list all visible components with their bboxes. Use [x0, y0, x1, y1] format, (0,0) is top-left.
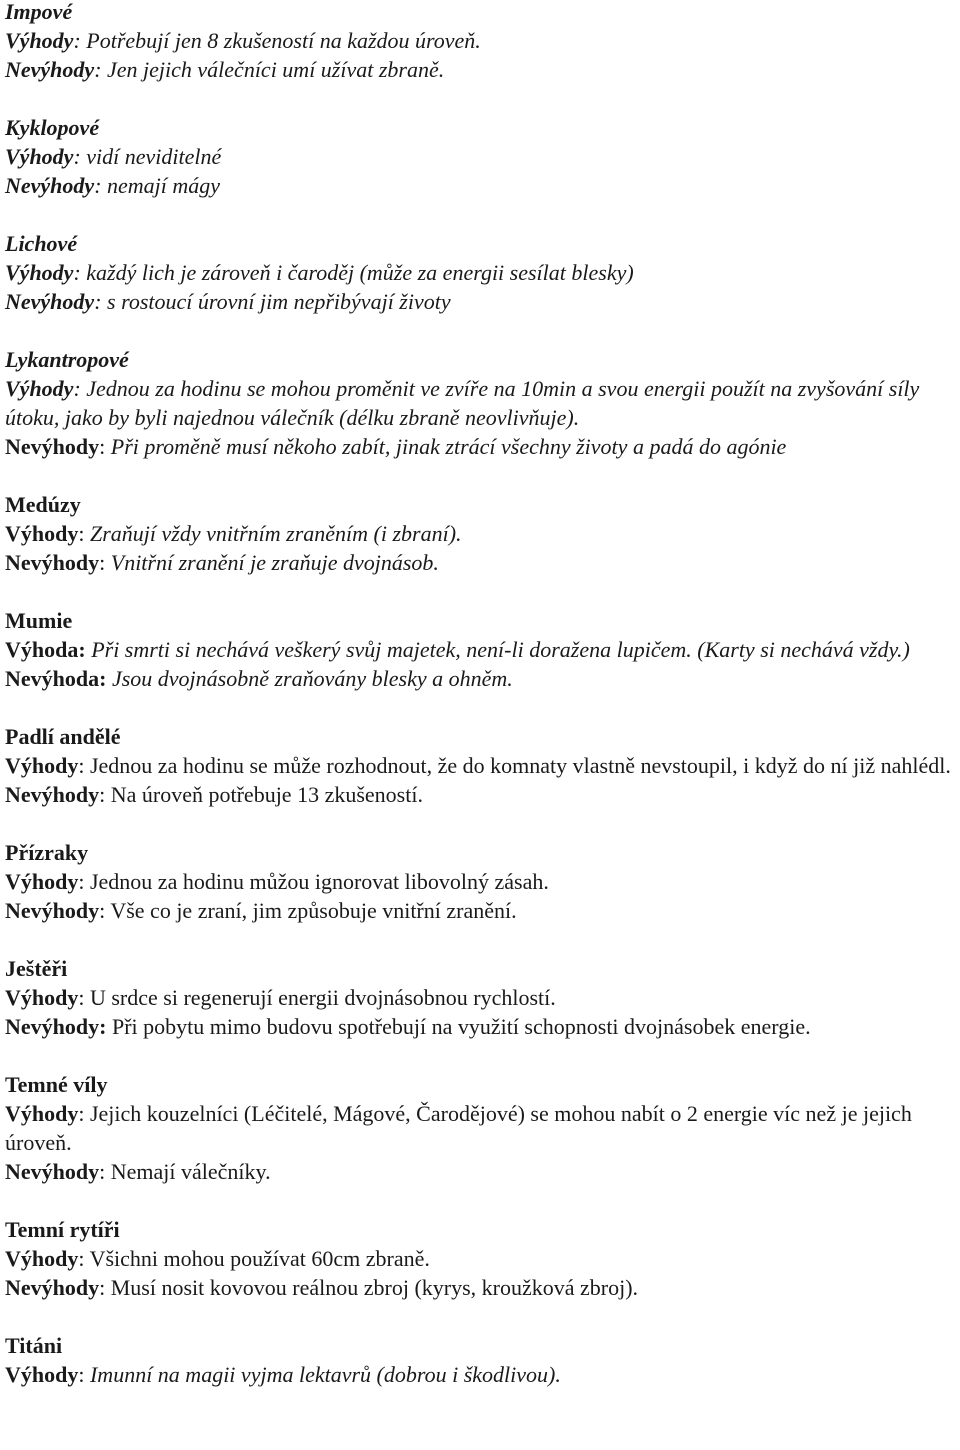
disadvantage-text: Při proměně musí někoho zabít, jinak ztrácí všechny životy a padá do agónie: [110, 434, 787, 459]
advantage-line: [5, 519, 955, 548]
section-lichove: [5, 229, 955, 316]
label-separator: :: [94, 57, 108, 82]
advantage-text: U srdce si regenerují energii dvojnásobnou rychlostí.: [89, 985, 556, 1010]
label-separator: :: [78, 1246, 90, 1271]
disadvantage-label: Nevýhody: [5, 1275, 100, 1300]
advantage-line: [5, 258, 955, 287]
advantage-text: Potřebují jen 8 zkušeností na každou úroveň.: [86, 28, 481, 53]
disadvantage-text: Na úroveň potřebuje 13 zkušeností.: [110, 782, 423, 807]
section-title: Titáni: [5, 1333, 63, 1358]
section-impove: [5, 0, 955, 84]
disadvantage-label: Nevýhody: [5, 782, 100, 807]
document: [5, 0, 955, 1389]
advantage-label: Výhody: [5, 1101, 79, 1126]
label-separator: :: [94, 173, 108, 198]
disadvantage-text: Vnitřní zranění je zraňuje dvojnásob.: [110, 550, 439, 575]
disadvantage-line: [5, 1157, 955, 1186]
advantage-text: Při smrti si nechává veškerý svůj majetek, není-li doražena lupičem. (Karty si nechává vždy.): [91, 637, 910, 662]
advantage-line: [5, 867, 955, 896]
label-separator: :: [99, 434, 111, 459]
label-separator: :: [99, 1159, 111, 1184]
advantage-line: [5, 751, 955, 780]
disadvantage-text: Jsou dvojnásobně zraňovány blesky a ohněm.: [111, 666, 513, 691]
disadvantage-line: [5, 432, 955, 461]
label-separator: :: [99, 782, 111, 807]
advantage-label: Výhoda: [5, 637, 79, 662]
section-title: Lichové: [5, 231, 78, 256]
disadvantage-label: Nevýhody: [5, 1159, 100, 1184]
disadvantage-label: Nevýhody: [5, 550, 100, 575]
advantage-line: [5, 374, 955, 432]
section-title: Mumie: [5, 608, 73, 633]
advantage-text: každý lich je zároveň i čaroděj (může za energii sesílat blesky): [86, 260, 634, 285]
section-title: Lykantropové: [5, 347, 129, 372]
disadvantage-label: Nevýhoda: [5, 666, 100, 691]
section-lykantropove: [5, 345, 955, 461]
advantage-line: [5, 983, 955, 1012]
section-kyklopove: [5, 113, 955, 200]
section-title: Padlí andělé: [5, 724, 121, 749]
disadvantage-label: Nevýhody: [5, 57, 95, 82]
label-separator: :: [73, 260, 87, 285]
label-separator: :: [73, 28, 87, 53]
section-mumie: [5, 606, 955, 693]
label-separator: :: [99, 1014, 112, 1039]
label-separator: :: [94, 289, 108, 314]
section-meduzy: [5, 490, 955, 577]
label-separator: :: [78, 985, 90, 1010]
disadvantage-line: [5, 171, 955, 200]
advantage-line: [5, 26, 955, 55]
section-prizraky: [5, 838, 955, 925]
section-padli-andele: [5, 722, 955, 809]
advantage-line: [5, 1099, 955, 1157]
advantage-label: Výhody: [5, 144, 74, 169]
advantage-text: Jednou za hodinu se může rozhodnout, že do komnaty vlastně nevstoupil, i když do ní již nahlédl.: [89, 753, 951, 778]
disadvantage-text: s rostoucí úrovní jim nepřibývají životy: [107, 289, 451, 314]
section-titani: [5, 1331, 955, 1389]
disadvantage-line: [5, 55, 955, 84]
disadvantage-line: [5, 780, 955, 809]
disadvantage-line: [5, 548, 955, 577]
advantage-text: Jejich kouzelníci (Léčitelé, Mágové, Čarodějové) se mohou nabít o 2 energie víc než je jejich úroveň.: [5, 1101, 912, 1155]
advantage-text: Jednou za hodinu můžou ignorovat libovolný zásah.: [89, 869, 549, 894]
disadvantage-text: Jen jejich válečníci umí užívat zbraně.: [107, 57, 445, 82]
disadvantage-label: Nevýhody: [5, 173, 95, 198]
section-title: Temní rytíři: [5, 1217, 120, 1242]
advantage-label: Výhody: [5, 985, 79, 1010]
disadvantage-line: [5, 1012, 955, 1041]
label-separator: :: [78, 637, 92, 662]
disadvantage-line: [5, 896, 955, 925]
advantage-label: Výhody: [5, 376, 74, 401]
disadvantage-line: [5, 1273, 955, 1302]
disadvantage-line: [5, 664, 955, 693]
advantage-label: Výhody: [5, 521, 79, 546]
advantage-text: Imunní na magii vyjma lektavrů (dobrou i škodlivou).: [89, 1362, 561, 1387]
label-separator: :: [78, 1101, 90, 1126]
advantage-text: Všichni mohou používat 60cm zbraně.: [89, 1246, 430, 1271]
section-title: Kyklopové: [5, 115, 100, 140]
advantage-label: Výhody: [5, 260, 74, 285]
label-separator: :: [78, 521, 90, 546]
label-separator: :: [78, 869, 90, 894]
disadvantage-text: Při pobytu mimo budovu spotřebují na využití schopnosti dvojnásobek energie.: [111, 1014, 811, 1039]
label-separator: :: [73, 144, 87, 169]
disadvantage-text: Nemají válečníky.: [110, 1159, 271, 1184]
section-temni-rytiri: [5, 1215, 955, 1302]
label-separator: :: [99, 898, 111, 923]
advantage-label: Výhody: [5, 1362, 79, 1387]
section-title: Temné víly: [5, 1072, 108, 1097]
section-jesteri: [5, 954, 955, 1041]
advantage-label: Výhody: [5, 869, 79, 894]
disadvantage-text: Musí nosit kovovou reálnou zbroj (kyrys, kroužková zbroj).: [110, 1275, 639, 1300]
advantage-label: Výhody: [5, 28, 74, 53]
advantage-line: [5, 142, 955, 171]
disadvantage-label: Nevýhody: [5, 1014, 100, 1039]
label-separator: :: [73, 376, 87, 401]
section-title: Impové: [5, 0, 73, 24]
label-separator: :: [99, 666, 112, 691]
advantage-label: Výhody: [5, 1246, 79, 1271]
advantage-text: Jednou za hodinu se mohou proměnit ve zvíře na 10min a svou energii použít na zvyšování síly útoku, jako by byli najednou válečník (délku zbraně neovlivňuje).: [5, 376, 920, 430]
disadvantage-label: Nevýhody: [5, 898, 100, 923]
disadvantage-text: nemají mágy: [107, 173, 221, 198]
section-title: Medúzy: [5, 492, 81, 517]
section-temne-vily: [5, 1070, 955, 1186]
advantage-line: [5, 1244, 955, 1273]
label-separator: :: [99, 1275, 111, 1300]
advantage-label: Výhody: [5, 753, 79, 778]
label-separator: :: [78, 753, 90, 778]
section-title: Ještěři: [5, 956, 68, 981]
advantage-line: [5, 1360, 955, 1389]
advantage-text: vidí neviditelné: [86, 144, 222, 169]
disadvantage-text: Vše co je zraní, jim způsobuje vnitřní zranění.: [110, 898, 517, 923]
disadvantage-label: Nevýhody: [5, 434, 100, 459]
label-separator: :: [99, 550, 111, 575]
label-separator: :: [78, 1362, 90, 1387]
advantage-text: Zraňují vždy vnitřním zraněním (i zbraní).: [89, 521, 462, 546]
advantage-line: [5, 635, 955, 664]
disadvantage-line: [5, 287, 955, 316]
section-title: Přízraky: [5, 840, 89, 865]
disadvantage-label: Nevýhody: [5, 289, 95, 314]
